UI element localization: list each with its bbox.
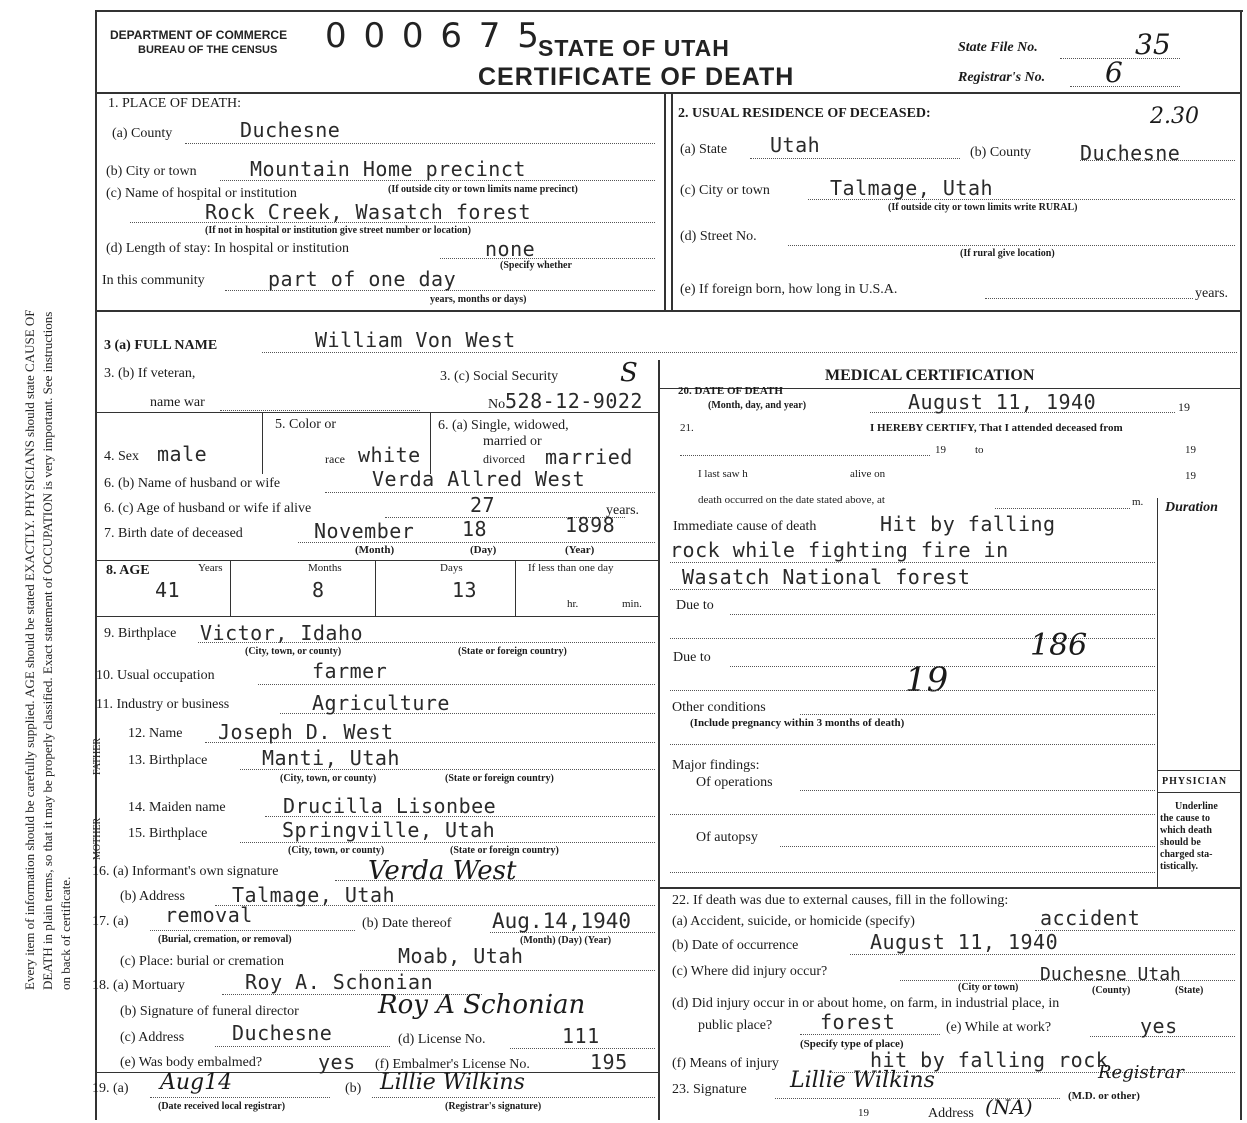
where-note-county: (County) [1092, 985, 1131, 996]
certify-19b: 19 [1185, 444, 1196, 456]
father-bp-city-note: (City, town, or county) [280, 773, 377, 784]
spouse-age: 27 [470, 493, 496, 517]
birth-day: 18 [462, 517, 488, 541]
divider-top-middle [664, 92, 666, 310]
registrar-no-label: Registrar's No. [958, 70, 1046, 85]
spouse: Verda Allred West [372, 467, 586, 491]
death-date-note: (Month, day, and year) [708, 400, 807, 411]
age-months: 8 [312, 578, 325, 602]
divider-sex-v1 [262, 412, 263, 474]
certify-text: I HEREBY CERTIFY, That I attended deceased from [870, 422, 1123, 434]
father-name-label: 12. Name [128, 726, 183, 741]
informant-signature: Verda West [368, 856, 517, 886]
cause-line-3: Wasatch National forest [682, 565, 971, 589]
divider-sec1 [95, 310, 1242, 312]
race: white [358, 443, 421, 467]
birth-year-note: (Year) [565, 544, 595, 556]
pod-city-label: (b) City or town [106, 164, 197, 179]
mother-name: Drucilla Lisonbee [283, 794, 497, 818]
divider-top-right [671, 92, 673, 310]
license-label: (d) License No. [398, 1032, 486, 1047]
dept-label: DEPARTMENT OF COMMERCE [110, 28, 288, 42]
mother-bp-city-note: (City, town, or county) [288, 845, 385, 856]
other-conditions-note: (Include pregnancy within 3 months of death) [690, 717, 905, 729]
where-note-city: (City or town) [958, 982, 1019, 993]
age-days: 13 [452, 578, 478, 602]
bureau-label: BUREAU OF THE CENSUS [138, 44, 278, 56]
hr-label: hr. [567, 598, 579, 610]
res-street-label: (d) Street No. [680, 229, 757, 244]
other-conditions-label: Other conditions [672, 700, 766, 715]
occupation-label: 10. Usual occupation [96, 668, 215, 683]
pod-stay-label: (d) Length of stay: In hospital or institution [106, 241, 350, 256]
license: 111 [562, 1024, 600, 1048]
divider-sex-v2 [430, 412, 431, 474]
mother-name-label: 14. Maiden name [128, 800, 226, 815]
registrar-sig-note: (Registrar's signature) [445, 1101, 542, 1112]
means: hit by falling rock [870, 1048, 1109, 1072]
birth-month-note: (Month) [355, 544, 395, 556]
underline-note-4: should be [1160, 837, 1201, 848]
stamp-number: 0 0 0 6 7 5 [325, 16, 542, 56]
min-label: min. [622, 598, 642, 610]
work-label: (e) While at work? [946, 1020, 1052, 1035]
residence-heading: 2. USUAL RESIDENCE OF DECEASED: [678, 106, 931, 121]
res-county: Duchesne [1080, 141, 1181, 165]
less-than-day-label: If less than one day [528, 562, 614, 574]
pod-units: years, months or days) [430, 294, 527, 305]
code-mark: 186 [1030, 628, 1088, 663]
side-instruction-2: DEATH in plain terms, so that it may be properly classified. Exact statement of OCCUPATION is very important. See instructions [40, 311, 55, 990]
ssn-mark: S [620, 358, 638, 388]
marital: married [545, 445, 633, 469]
days-label: Days [440, 562, 463, 574]
underline-note-6: tistically. [1160, 861, 1199, 872]
certify-to: to [975, 444, 984, 456]
disp-date-note: (Month) (Day) (Year) [520, 935, 612, 946]
major-findings-label: Major findings: [672, 758, 760, 773]
public-place: forest [820, 1010, 896, 1034]
embalmed: yes [318, 1050, 356, 1074]
ssn-label: 3. (c) Social Security [440, 369, 559, 384]
physician-label: PHYSICIAN [1162, 776, 1228, 787]
industry-label: 11. Industry or business [96, 697, 230, 712]
mother-bp: Springville, Utah [282, 818, 496, 842]
mort-address: Duchesne [232, 1021, 333, 1045]
occurrence-label: (b) Date of occurrence [672, 938, 799, 953]
mort-address-label: (c) Address [120, 1030, 185, 1045]
marital-label-3: divorced [483, 452, 525, 466]
code-mark-2: 19 [905, 660, 949, 700]
marital-label-2: married or [483, 434, 542, 449]
cause-line-2: rock while fighting fire in [670, 538, 1009, 562]
war-label: name war [150, 395, 205, 410]
birth-year: 1898 [565, 513, 616, 537]
race-label: race [325, 452, 345, 466]
received-note: (Date received local registrar) [158, 1101, 286, 1112]
where-note-state: (State) [1175, 985, 1204, 996]
informant-label: 16. (a) Informant's own signature [92, 864, 279, 879]
underline-note-5: charged sta- [1160, 849, 1213, 860]
registrar-sig-label: (b) [345, 1081, 362, 1096]
father-bp: Manti, Utah [262, 746, 400, 770]
signature-title: Registrar [1098, 1062, 1184, 1083]
signature-label: 23. Signature [672, 1082, 747, 1097]
operations-label: Of operations [696, 775, 773, 790]
pod-specify: (Specify whether [500, 260, 572, 271]
duration-label: Duration [1165, 500, 1218, 515]
months-label: Months [308, 562, 342, 574]
public-label: public place? [698, 1018, 773, 1033]
birth-month: November [314, 519, 415, 543]
state-title: STATE OF UTAH [538, 35, 730, 61]
due-to-2-label: Due to [673, 650, 711, 665]
certify-num: 21. [680, 422, 694, 434]
industry: Agriculture [312, 691, 450, 715]
received-label: 19. (a) [92, 1081, 129, 1096]
occurred-m: m. [1132, 496, 1144, 508]
birthplace: Victor, Idaho [200, 621, 364, 645]
divider-main-vertical [658, 360, 660, 1120]
occurrence-date: August 11, 1940 [870, 930, 1059, 954]
accident-label: (a) Accident, suicide, or homicide (specify) [672, 914, 915, 929]
due-to-1-label: Due to [676, 598, 714, 613]
father-side-label: FATHER [92, 737, 103, 775]
divider-external [660, 887, 1240, 889]
accident: accident [1040, 906, 1141, 930]
work: yes [1140, 1014, 1178, 1038]
signature-note: (M.D. or other) [1068, 1090, 1140, 1102]
registrar-signature: Lillie Wilkins [380, 1070, 525, 1095]
embalmed-label: (e) Was body embalmed? [120, 1055, 263, 1070]
divider-header [95, 92, 1242, 94]
mother-bp-state-note: (State or foreign country) [450, 845, 559, 856]
informant-address-label: (b) Address [120, 889, 185, 904]
pod-county-label: (a) County [112, 126, 173, 141]
marital-label-1: 6. (a) Single, widowed, [438, 418, 569, 433]
res-city-label: (c) City or town [680, 183, 770, 198]
veteran-label: 3. (b) If veteran, [104, 366, 196, 381]
type-note: (Specify type of place) [800, 1038, 904, 1050]
res-city: Talmage, Utah [830, 176, 994, 200]
last-saw-label: I last saw h [698, 468, 748, 480]
full-name: William Von West [315, 328, 516, 352]
mother-bp-label: 15. Birthplace [128, 826, 208, 841]
residence-code: 2.30 [1150, 104, 1199, 129]
pod-hospital-note2: (If not in hospital or institution give street number or location) [205, 225, 471, 236]
pod-county: Duchesne [240, 118, 341, 142]
state-file-value: 35 [1135, 28, 1171, 61]
divider-age-v1 [230, 560, 231, 616]
res-state-label: (a) State [680, 142, 728, 157]
removal-note: (Burial, cremation, or removal) [158, 934, 292, 945]
embalmer: 195 [590, 1050, 628, 1074]
birthplace-city-note: (City, town, or county) [245, 646, 342, 657]
death-date-19: 19 [1178, 400, 1190, 414]
side-instruction-3: on back of certificate. [58, 876, 73, 990]
mother-side-label: MOTHER [92, 817, 103, 860]
years-label: Years [198, 562, 223, 574]
external-heading: 22. If death was due to external causes, fill in the following: [672, 893, 1009, 908]
divider-age-top [97, 560, 659, 561]
pod-city: Mountain Home precinct [250, 157, 526, 181]
autopsy-label: Of autopsy [696, 830, 758, 845]
death-date-label: 20. DATE OF DEATH [678, 385, 783, 397]
place-of-death-heading: 1. PLACE OF DEATH: [108, 96, 242, 111]
father-bp-state-note: (State or foreign country) [445, 773, 554, 784]
alive-on-19: 19 [1185, 470, 1196, 482]
cause-line-1: Hit by falling [880, 512, 1056, 536]
state-file-label: State File No. [958, 40, 1038, 55]
alive-on-label: alive on [850, 468, 886, 480]
divider-age-bottom [97, 616, 659, 617]
border-right [1240, 10, 1242, 1120]
death-date: August 11, 1940 [908, 390, 1097, 414]
pod-hospital: Rock Creek, Wasatch forest [205, 200, 532, 224]
birthplace-state-note: (State or foreign country) [458, 646, 567, 657]
full-name-label: 3 (a) FULL NAME [104, 338, 218, 353]
sig-address: (NA) [985, 1095, 1033, 1119]
spouse-age-unit: years. [606, 503, 640, 518]
pod-hospital-label: (c) Name of hospital or institution [106, 186, 297, 201]
sig-address-label: Address [928, 1106, 974, 1121]
ssn: 528-12-9022 [505, 389, 643, 413]
director-label: (b) Signature of funeral director [120, 1004, 299, 1019]
res-street-note: (If rural give location) [960, 248, 1055, 259]
sex: male [157, 442, 208, 466]
received: Aug14 [160, 1070, 233, 1095]
removal: removal [165, 903, 253, 927]
res-city-note: (If outside city or town limits write RURAL) [888, 202, 1078, 213]
signature-19: 19 [858, 1107, 869, 1119]
where: Duchesne Utah [1040, 964, 1181, 985]
disp-date: Aug.14,1940 [492, 909, 632, 933]
pod-community-label: In this community [102, 273, 205, 288]
disp-date-label: (b) Date thereof [362, 916, 452, 931]
age-years: 41 [155, 578, 181, 602]
underline-note-2: the cause to [1160, 813, 1210, 824]
occupation: farmer [312, 659, 388, 683]
divider-age-v3 [515, 560, 516, 616]
signature: Lillie Wilkins [790, 1068, 935, 1093]
border-left [95, 10, 97, 1120]
home-label: (d) Did injury occur in or about home, on farm, in industrial place, in [672, 996, 1060, 1011]
spouse-label: 6. (b) Name of husband or wife [104, 476, 281, 491]
divider-age-v2 [375, 560, 376, 616]
birth-day-note: (Day) [470, 544, 497, 556]
disp-place: Moab, Utah [398, 944, 524, 968]
occurred-label: death occurred on the date stated above, at [698, 494, 885, 506]
ssn-no-label: No [488, 397, 506, 412]
informant-address: Talmage, Utah [232, 883, 396, 907]
means-label: (f) Means of injury [672, 1056, 779, 1071]
director-signature: Roy A Schonian [378, 990, 586, 1020]
embalmer-label: (f) Embalmer's License No. [375, 1057, 530, 1072]
father-bp-label: 13. Birthplace [128, 753, 208, 768]
birth-label: 7. Birth date of deceased [104, 526, 243, 541]
color-label: 5. Color or [275, 417, 337, 432]
underline-note-1: Underline [1175, 801, 1218, 812]
sex-label: 4. Sex [104, 449, 139, 464]
disp-place-label: (c) Place: burial or cremation [120, 954, 285, 969]
registrar-no-value: 6 [1105, 56, 1123, 89]
pod-stay: none [485, 237, 536, 261]
certificate-title: CERTIFICATE OF DEATH [478, 63, 795, 91]
res-foreign-label: (e) If foreign born, how long in U.S.A. [680, 282, 898, 297]
certify-19a: 19 [935, 444, 946, 456]
medical-heading: MEDICAL CERTIFICATION [825, 367, 1035, 384]
father-name: Joseph D. West [218, 720, 394, 744]
underline-note-3: which death [1160, 825, 1212, 836]
immediate-cause-label: Immediate cause of death [673, 519, 817, 534]
res-state: Utah [770, 133, 821, 157]
removal-label: 17. (a) [92, 914, 129, 929]
pod-community: part of one day [268, 267, 457, 291]
age-label: 8. AGE [106, 563, 150, 578]
mortuary: Roy A. Schonian [245, 970, 434, 994]
side-instruction-1: Every item of information should be carefully supplied. AGE should be stated EXACTLY. PHYSICIANS should state CAUSE OF [22, 309, 37, 990]
border-top [95, 10, 1243, 12]
mortuary-label: 18. (a) Mortuary [92, 978, 185, 993]
res-county-label: (b) County [970, 145, 1032, 160]
spouse-age-label: 6. (c) Age of husband or wife if alive [104, 501, 312, 516]
pod-hospital-note: (If outside city or town limits name precinct) [388, 184, 578, 195]
birthplace-label: 9. Birthplace [104, 626, 177, 641]
res-years: years. [1195, 286, 1229, 301]
divider-duration [1157, 498, 1158, 888]
where-label: (c) Where did injury occur? [672, 964, 828, 979]
